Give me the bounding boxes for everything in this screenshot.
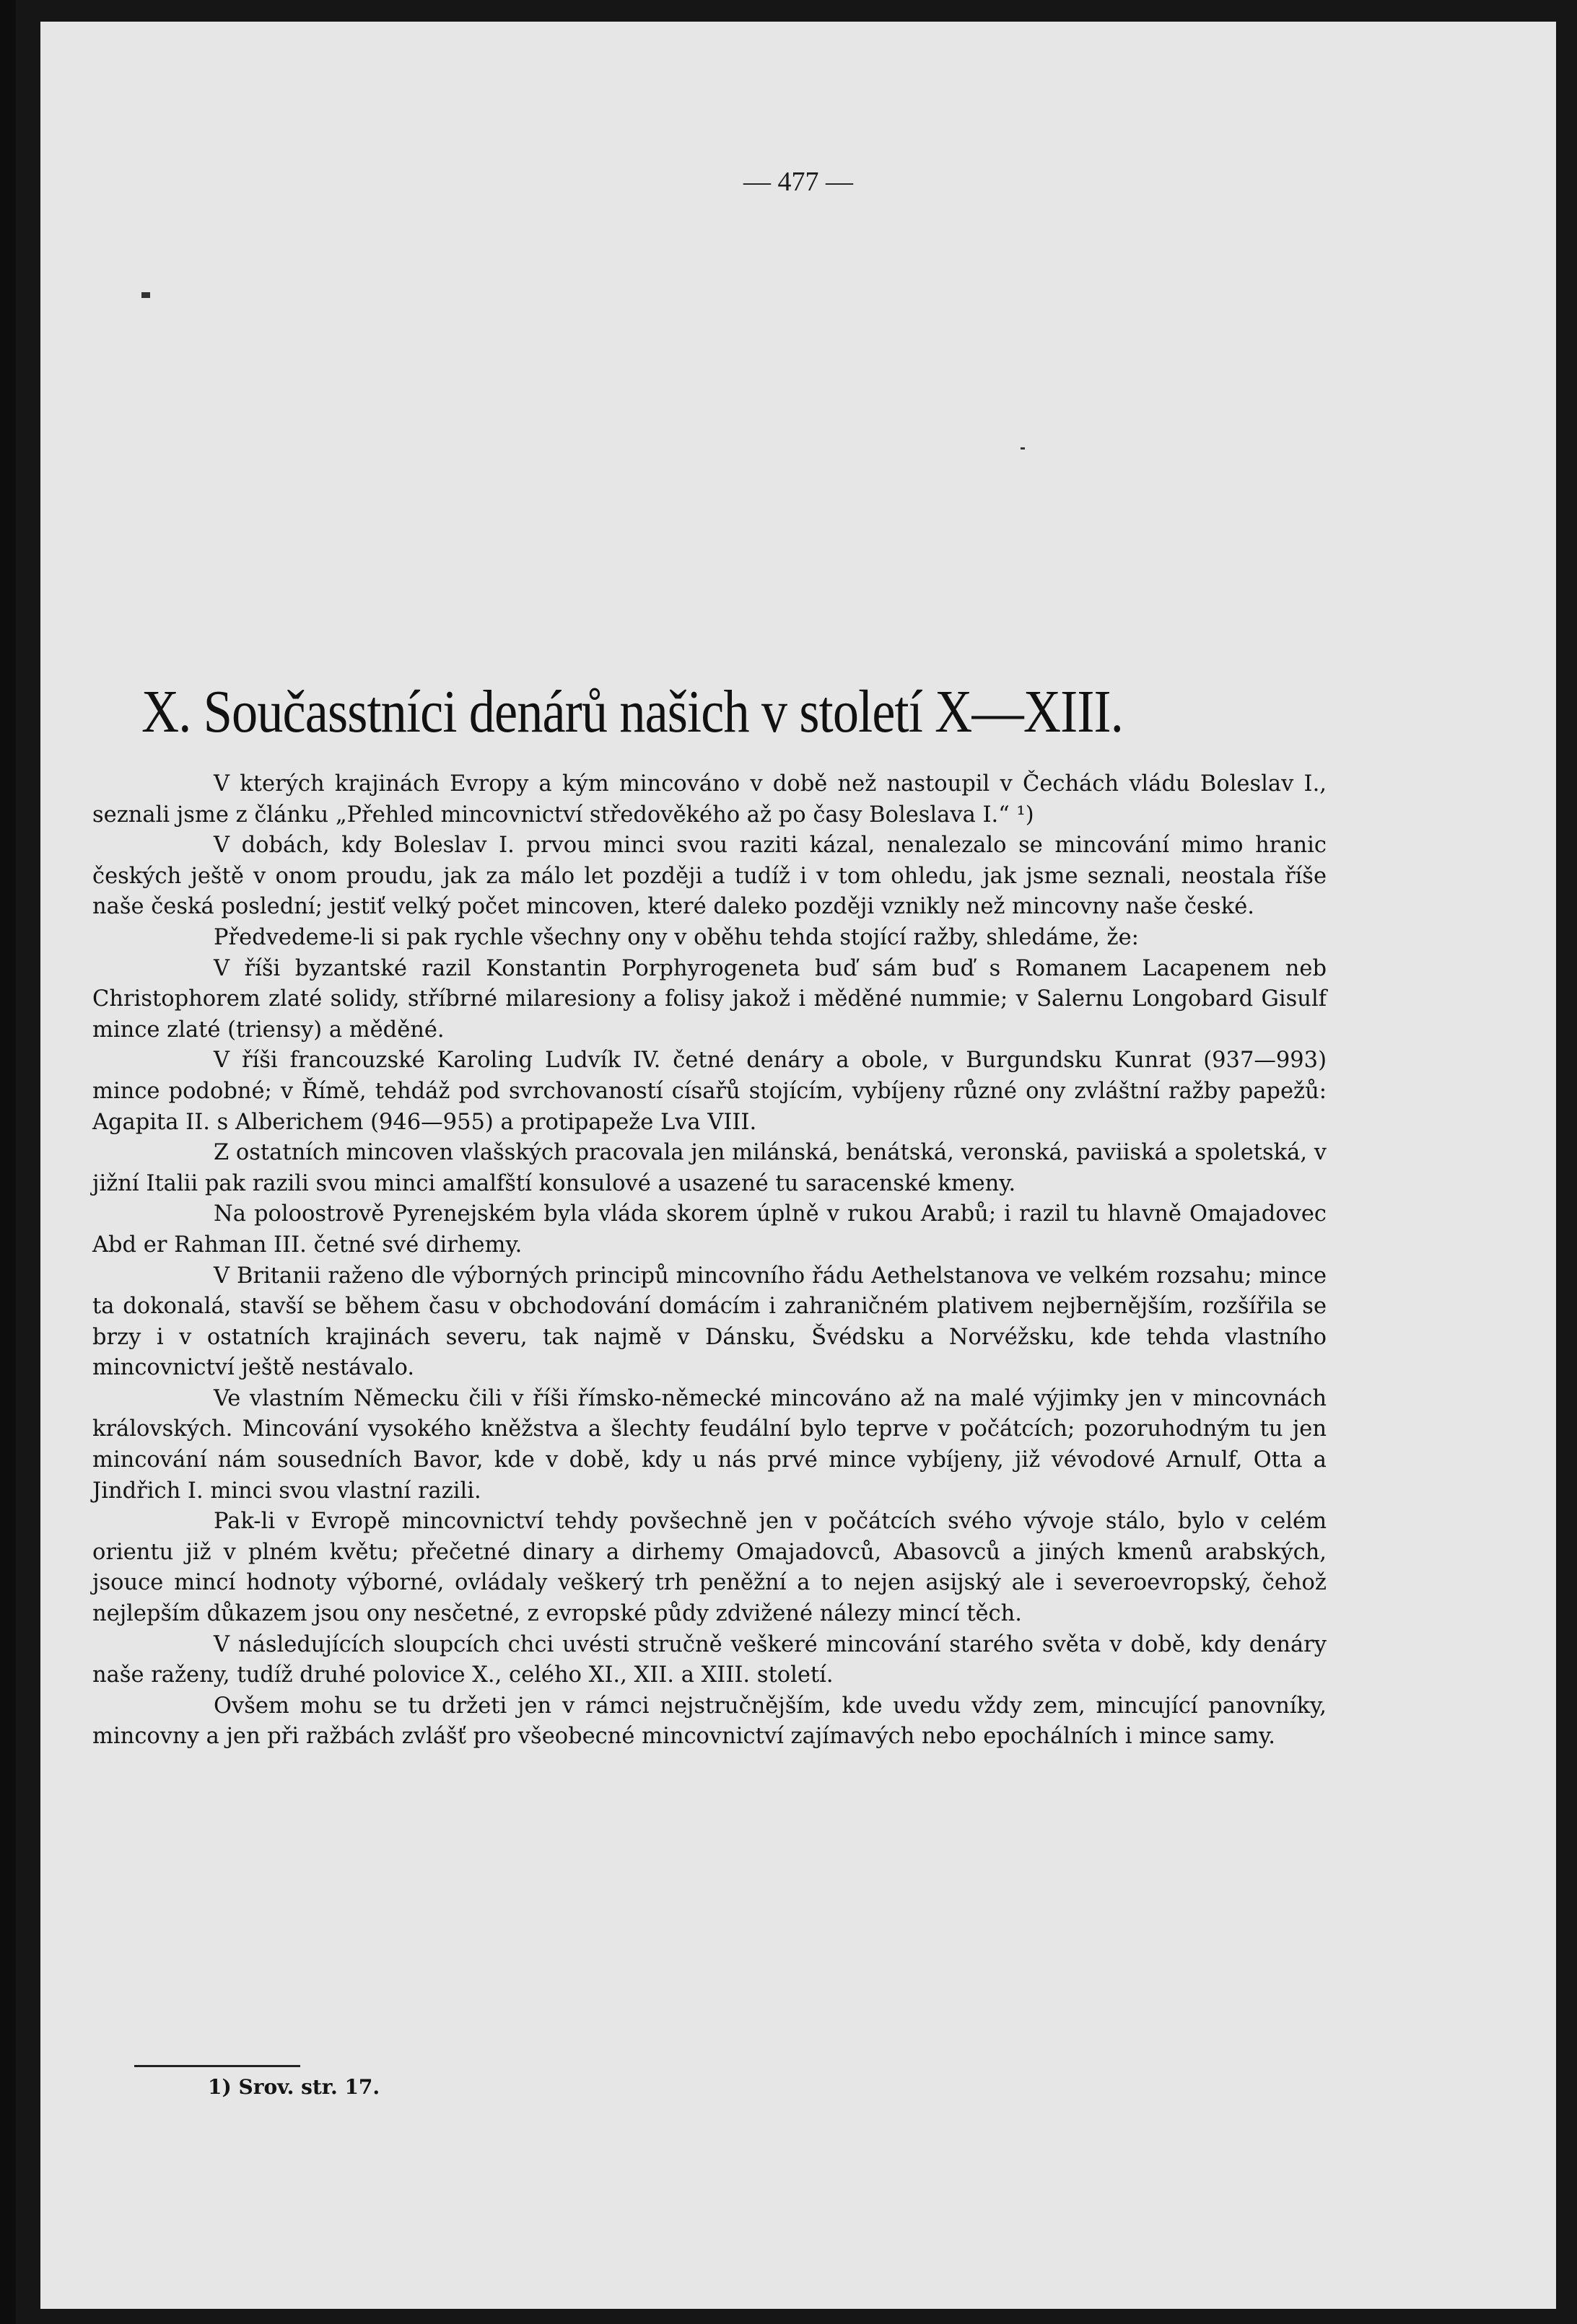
document-page [40, 22, 1556, 2309]
scan-edge [0, 0, 16, 2324]
paragraph: Pak-li v Evropě mincovnictví tehdy povšechně jen v počátcích svého vývoje stálo, bylo v celém orientu již v plném květu; přečetné dinary a dirhemy Omajadovců, Abasovců a jiných kmenů arabských, jsouce mincí hodnoty výborné, ovládaly veškerý trh peněžní a to nejen asijský ale i severoevropský, čehož nejlepším důkazem jsou ony nesčetné, z evropské půdy zdvižené nálezy mincí těch. [92, 1509, 1327, 1627]
paragraph: Předvedeme-li si pak rychle všechny ony v oběhu tehda stojící ražby, shledáme, že: [214, 924, 1139, 950]
paragraph: Ovšem mohu se tu držeti jen v rámci nejstručnějším, kde uvedu vždy zem, mincující panovníky, mincovny a jen při ražbách zvlášť pro všeobecné mincovnictví zajímavých nebo epochálních i mince samy. [92, 1693, 1327, 1750]
paragraph: V následujících sloupcích chci uvésti stručně veškeré mincování starého světa v době, kdy denáry naše raženy, tudíž druhé polovice X., celého XI., XII. a XIII. století. [92, 1631, 1327, 1688]
paragraph: V kterých krajinách Evropy a kým mincováno v době než nastoupil v Čechách vládu Boleslav I., seznali jsme z článku „Přehled mincovnictví středověkého až po časy Boleslava I.“ ¹) [92, 771, 1327, 828]
paragraph: V Britanii raženo dle výborných principů mincovního řádu Aethelstanova ve velkém rozsahu; mince ta dokonalá, stavší se během času v obchodování domácím i zahraničném plativem nejbernějším, rozšířila se brzy i v ostatních krajinách severu, tak najmě v Dánsku, Švédsku a Norvéžsku, kde tehda vlastního mincovnictví ještě nestávalo. [92, 1263, 1327, 1381]
paragraph: Na poloostrově Pyrenejském byla vláda skorem úplně v rukou Arabů; i razil tu hlavně Omajadovec Abd er Rahman III. četné své dirhemy. [92, 1201, 1327, 1258]
paragraph: V říši byzantské razil Konstantin Porphyrogeneta buď sám buď s Romanem Lacapenem neb Christophorem zlaté solidy, stříbrné milaresiony a folisy jakož i měděné nummie; v Salernu Longobard Gisulf mince zlaté (triensy) a měděné. [92, 955, 1327, 1043]
speck-mark [1021, 447, 1025, 450]
footnote-rule [134, 2065, 300, 2067]
chapter-title: X. Současstníci denárů našich v století X—XIII. [141, 678, 1123, 746]
paragraph: Z ostatních mincoven vlašských pracovala jen milánská, benátská, veronská, paviiská a spoletská, v jižní Italii pak razili svou minci amalfští konsulové a usazené tu saracenské kmeny. [92, 1140, 1327, 1196]
page-number: — 477 — [743, 167, 853, 197]
paragraph: V říši francouzské Karoling Ludvík IV. četné denáry a obole, v Burgundsku Kunrat (937—993) mince podobné; v Římě, tehdáž pod svrchovaností císařů stojícím, vybíjeny různé ony zvláštní ražby papežů: Agapita II. s Alberichem (946—955) a protipapeže Lva VIII. [92, 1048, 1327, 1135]
paragraph: V dobách, kdy Boleslav I. prvou minci svou raziti kázal, nenalezalo se mincování mimo hranic českých ještě v onom proudu, jak za málo let později a tudíž i v tom ohledu, jak jsme seznali, neostala říše naše česká poslední; jestiť velký počet mincoven, které daleko později vznikly než mincovny naše české. [92, 833, 1327, 920]
speck-mark [141, 292, 150, 298]
body-text [92, 769, 1327, 1753]
footnote: 1) Srov. str. 17. [208, 2075, 380, 2099]
paragraph: Ve vlastním Německu čili v říši římsko-německé mincováno až na malé výjimky jen v mincovnách královských. Mincování vysokého kněžstva a šlechty feudální bylo teprve v počátcích; pozoruhodným tu jen mincování nám sousedních Bavor, kde v době, kdy u nás prvé mince vybíjeny, již vévodové Arnulf, Otta a Jindřich I. minci svou vlastní razili. [92, 1385, 1327, 1504]
